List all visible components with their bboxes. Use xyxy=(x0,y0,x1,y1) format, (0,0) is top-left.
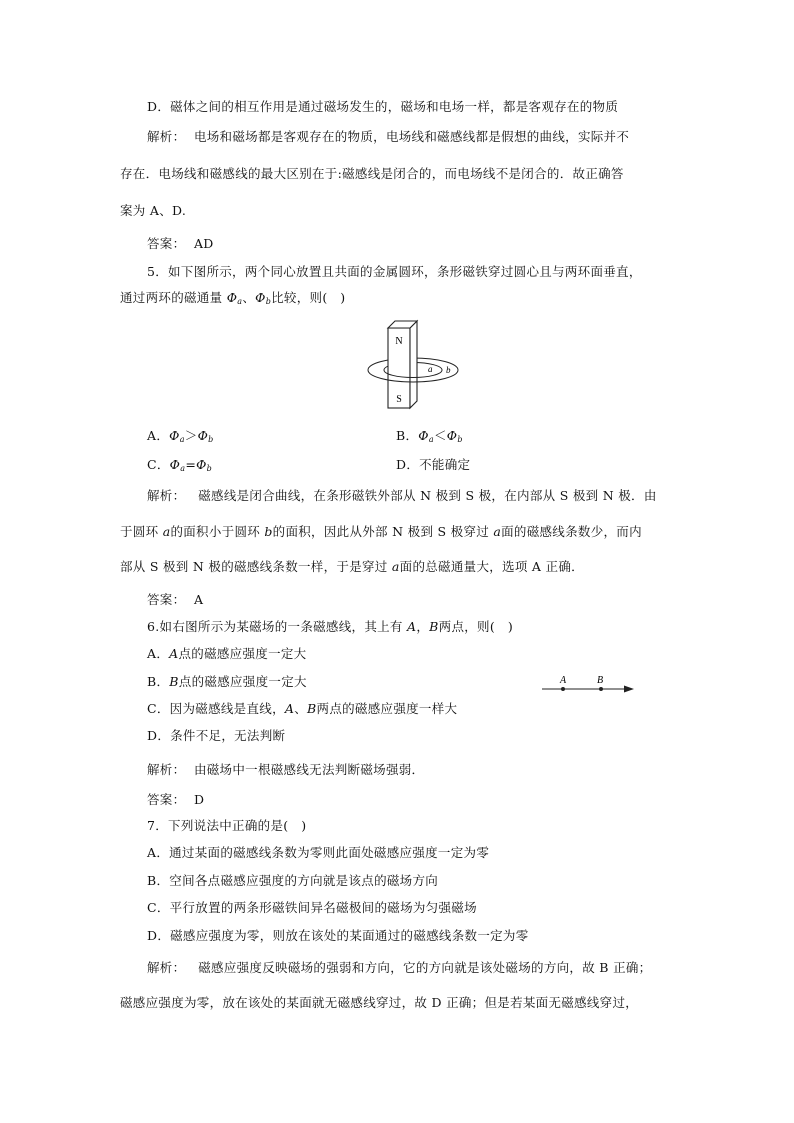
q7-option-a: A．通过某面的磁感线条数为零则此面处磁感应强度一定为零 xyxy=(147,845,490,860)
field-line-figure xyxy=(540,672,636,696)
subscript-b: b xyxy=(208,435,214,444)
q7-option-b: B．空间各点磁感应强度的方向就是该点的磁场方向 xyxy=(147,873,439,888)
stem-text: 两点，则( ) xyxy=(438,619,514,634)
point-b-ref: B xyxy=(307,701,317,716)
option-text: 点的磁感应强度一定大 xyxy=(178,646,307,661)
option-prefix: C． xyxy=(147,457,170,472)
answer-label: 答案： xyxy=(147,236,186,251)
subscript-b: b xyxy=(206,464,213,473)
subscript-a: a xyxy=(428,435,434,444)
q5-option-b xyxy=(396,426,463,444)
analysis-text: 面的总磁通量大，选项 A 正确． xyxy=(399,559,584,574)
answer-value: D xyxy=(193,792,205,807)
q4-option-d: D．磁体之间的相互作用是通过磁场发生的，磁场和电场一样，都是客观存在的物质 xyxy=(147,99,619,114)
subscript-b: b xyxy=(265,297,272,306)
ring-a-label: a xyxy=(428,364,433,374)
option-prefix: B． xyxy=(147,674,170,689)
answer-label: 答案： xyxy=(147,792,186,807)
point-b-label: B xyxy=(597,675,604,686)
q5-option-c xyxy=(147,455,212,473)
analysis-label: 解析： xyxy=(147,488,186,503)
q7-stem: 7．下列说法中正确的是( ) xyxy=(147,818,307,833)
q6-option-d: D．条件不足，无法判断 xyxy=(147,728,286,743)
phi-symbol: Φ xyxy=(226,290,238,305)
analysis-text: 由磁场中一根磁感线无法判断磁场强弱． xyxy=(193,762,425,777)
q7-option-d: D．磁感应强度为零，则放在该处的某面通过的磁感线条数一定为零 xyxy=(147,928,529,943)
analysis-text: 部从 S 极到 N 极的磁感线条数一样，于是穿过 xyxy=(120,559,388,574)
q6-option-c xyxy=(147,699,457,717)
subscript-a: a xyxy=(180,464,186,473)
option-text: 点的磁感应强度一定大 xyxy=(178,674,307,689)
phi-symbol: Φ xyxy=(255,290,266,305)
q5-answer xyxy=(147,590,203,608)
q5-stem-line-2 xyxy=(120,288,345,306)
q4-analysis-line-2: 存在．电场线和磁感线的最大区别在于:磁感线是闭合的，而电场线不是闭合的．故正确答 xyxy=(120,166,624,181)
separator: 、 xyxy=(242,290,256,305)
phi-symbol: Φ xyxy=(197,428,209,443)
q4-answer xyxy=(147,234,214,252)
stem-text: 6.如右图所示为某磁场的一条磁感线，其上有 xyxy=(147,619,403,634)
analysis-text: 磁感线是闭合曲线，在条形磁铁外部从 N 极到 S 极，在内部从 S 极到 N 极．由 xyxy=(198,488,657,503)
q5-analysis-line-2 xyxy=(120,522,642,540)
answer-value: AD xyxy=(193,236,214,251)
q4-analysis-line-3: 案为 A、D. xyxy=(120,203,187,218)
q7-analysis-line-2: 磁感应强度为零，放在该处的某面就无磁感线穿过，故 D 正确；但是若某面无磁感线穿过， xyxy=(120,995,639,1010)
q7-analysis-line-1 xyxy=(147,958,651,976)
subscript-a: a xyxy=(237,297,243,306)
analysis-label: 解析： xyxy=(147,960,186,975)
ring-b-label: b xyxy=(446,365,451,375)
point-a-label: A xyxy=(560,675,567,686)
point-a-dot xyxy=(561,687,565,691)
phi-symbol: Φ xyxy=(169,457,181,472)
q5-option-d: D．不能确定 xyxy=(396,457,471,472)
point-b-ref: B xyxy=(169,674,179,689)
answer-value: A xyxy=(193,592,204,607)
q6-answer xyxy=(147,790,204,808)
magnet-rings-figure xyxy=(360,318,470,413)
q5-analysis-line-1 xyxy=(147,486,657,504)
ring-a-ref: a xyxy=(162,524,171,539)
point-a-ref: A xyxy=(284,701,295,716)
q6-option-b xyxy=(147,672,307,690)
relation: ＞ xyxy=(184,428,198,443)
option-prefix: B． xyxy=(396,428,419,443)
analysis-label: 解析： xyxy=(147,129,186,144)
ring-a-ref: a xyxy=(493,524,502,539)
point-a-ref: A xyxy=(407,619,417,634)
relation: ＜ xyxy=(433,428,447,443)
phi-symbol: Φ xyxy=(169,428,180,443)
q4-analysis-line-1 xyxy=(147,127,629,145)
point-b-dot xyxy=(599,687,603,691)
separator: ， xyxy=(416,619,430,634)
subscript-b: b xyxy=(457,435,463,444)
south-pole-label: S xyxy=(396,394,402,405)
point-b-ref: B xyxy=(429,619,439,634)
subscript-a: a xyxy=(179,435,185,444)
option-text: 两点的磁感应强度一样大 xyxy=(316,701,458,716)
analysis-text: 于圆环 xyxy=(120,524,159,539)
analysis-label: 解析： xyxy=(147,762,186,777)
point-a-ref: A xyxy=(169,646,179,661)
analysis-text: 的面积，因此从外部 N 极到 S 极穿过 xyxy=(272,524,490,539)
option-prefix: A． xyxy=(147,646,170,661)
phi-symbol: Φ xyxy=(418,428,429,443)
stem-text: 通过两环的磁通量 xyxy=(120,290,223,305)
q6-stem xyxy=(147,617,513,635)
option-prefix: A． xyxy=(147,428,170,443)
relation: = xyxy=(185,457,197,472)
analysis-text: 面的磁感线条数少，而内 xyxy=(501,524,642,539)
q6-option-a xyxy=(147,644,306,662)
q5-option-a xyxy=(147,426,214,444)
q7-option-c: C．平行放置的两条形磁铁间异名磁极间的磁场为匀强磁场 xyxy=(147,900,477,915)
phi-symbol: Φ xyxy=(196,457,207,472)
phi-symbol: Φ xyxy=(446,428,458,443)
analysis-text: 的面积小于圆环 xyxy=(170,524,261,539)
separator: 、 xyxy=(294,701,308,716)
q6-analysis xyxy=(147,760,424,778)
ring-b-ref: b xyxy=(264,524,273,539)
q5-analysis-line-3 xyxy=(120,557,584,575)
analysis-text: 磁感应强度反映磁场的强弱和方向，它的方向就是该处磁场的方向，故 B 正确； xyxy=(198,960,652,975)
ring-a-ref: a xyxy=(391,559,400,574)
answer-label: 答案： xyxy=(147,592,186,607)
stem-text: 比较，则( ) xyxy=(271,290,346,305)
option-prefix: C．因为磁感线是直线， xyxy=(147,701,285,716)
analysis-text: 电场和磁场都是客观存在的物质，电场线和磁感线都是假想的曲线，实际并不 xyxy=(193,129,630,144)
north-pole-label: N xyxy=(395,336,403,347)
q5-stem-line-1: 5．如下图所示，两个同心放置且共面的金属圆环，条形磁铁穿过圆心且与两环面垂直， xyxy=(147,264,642,279)
